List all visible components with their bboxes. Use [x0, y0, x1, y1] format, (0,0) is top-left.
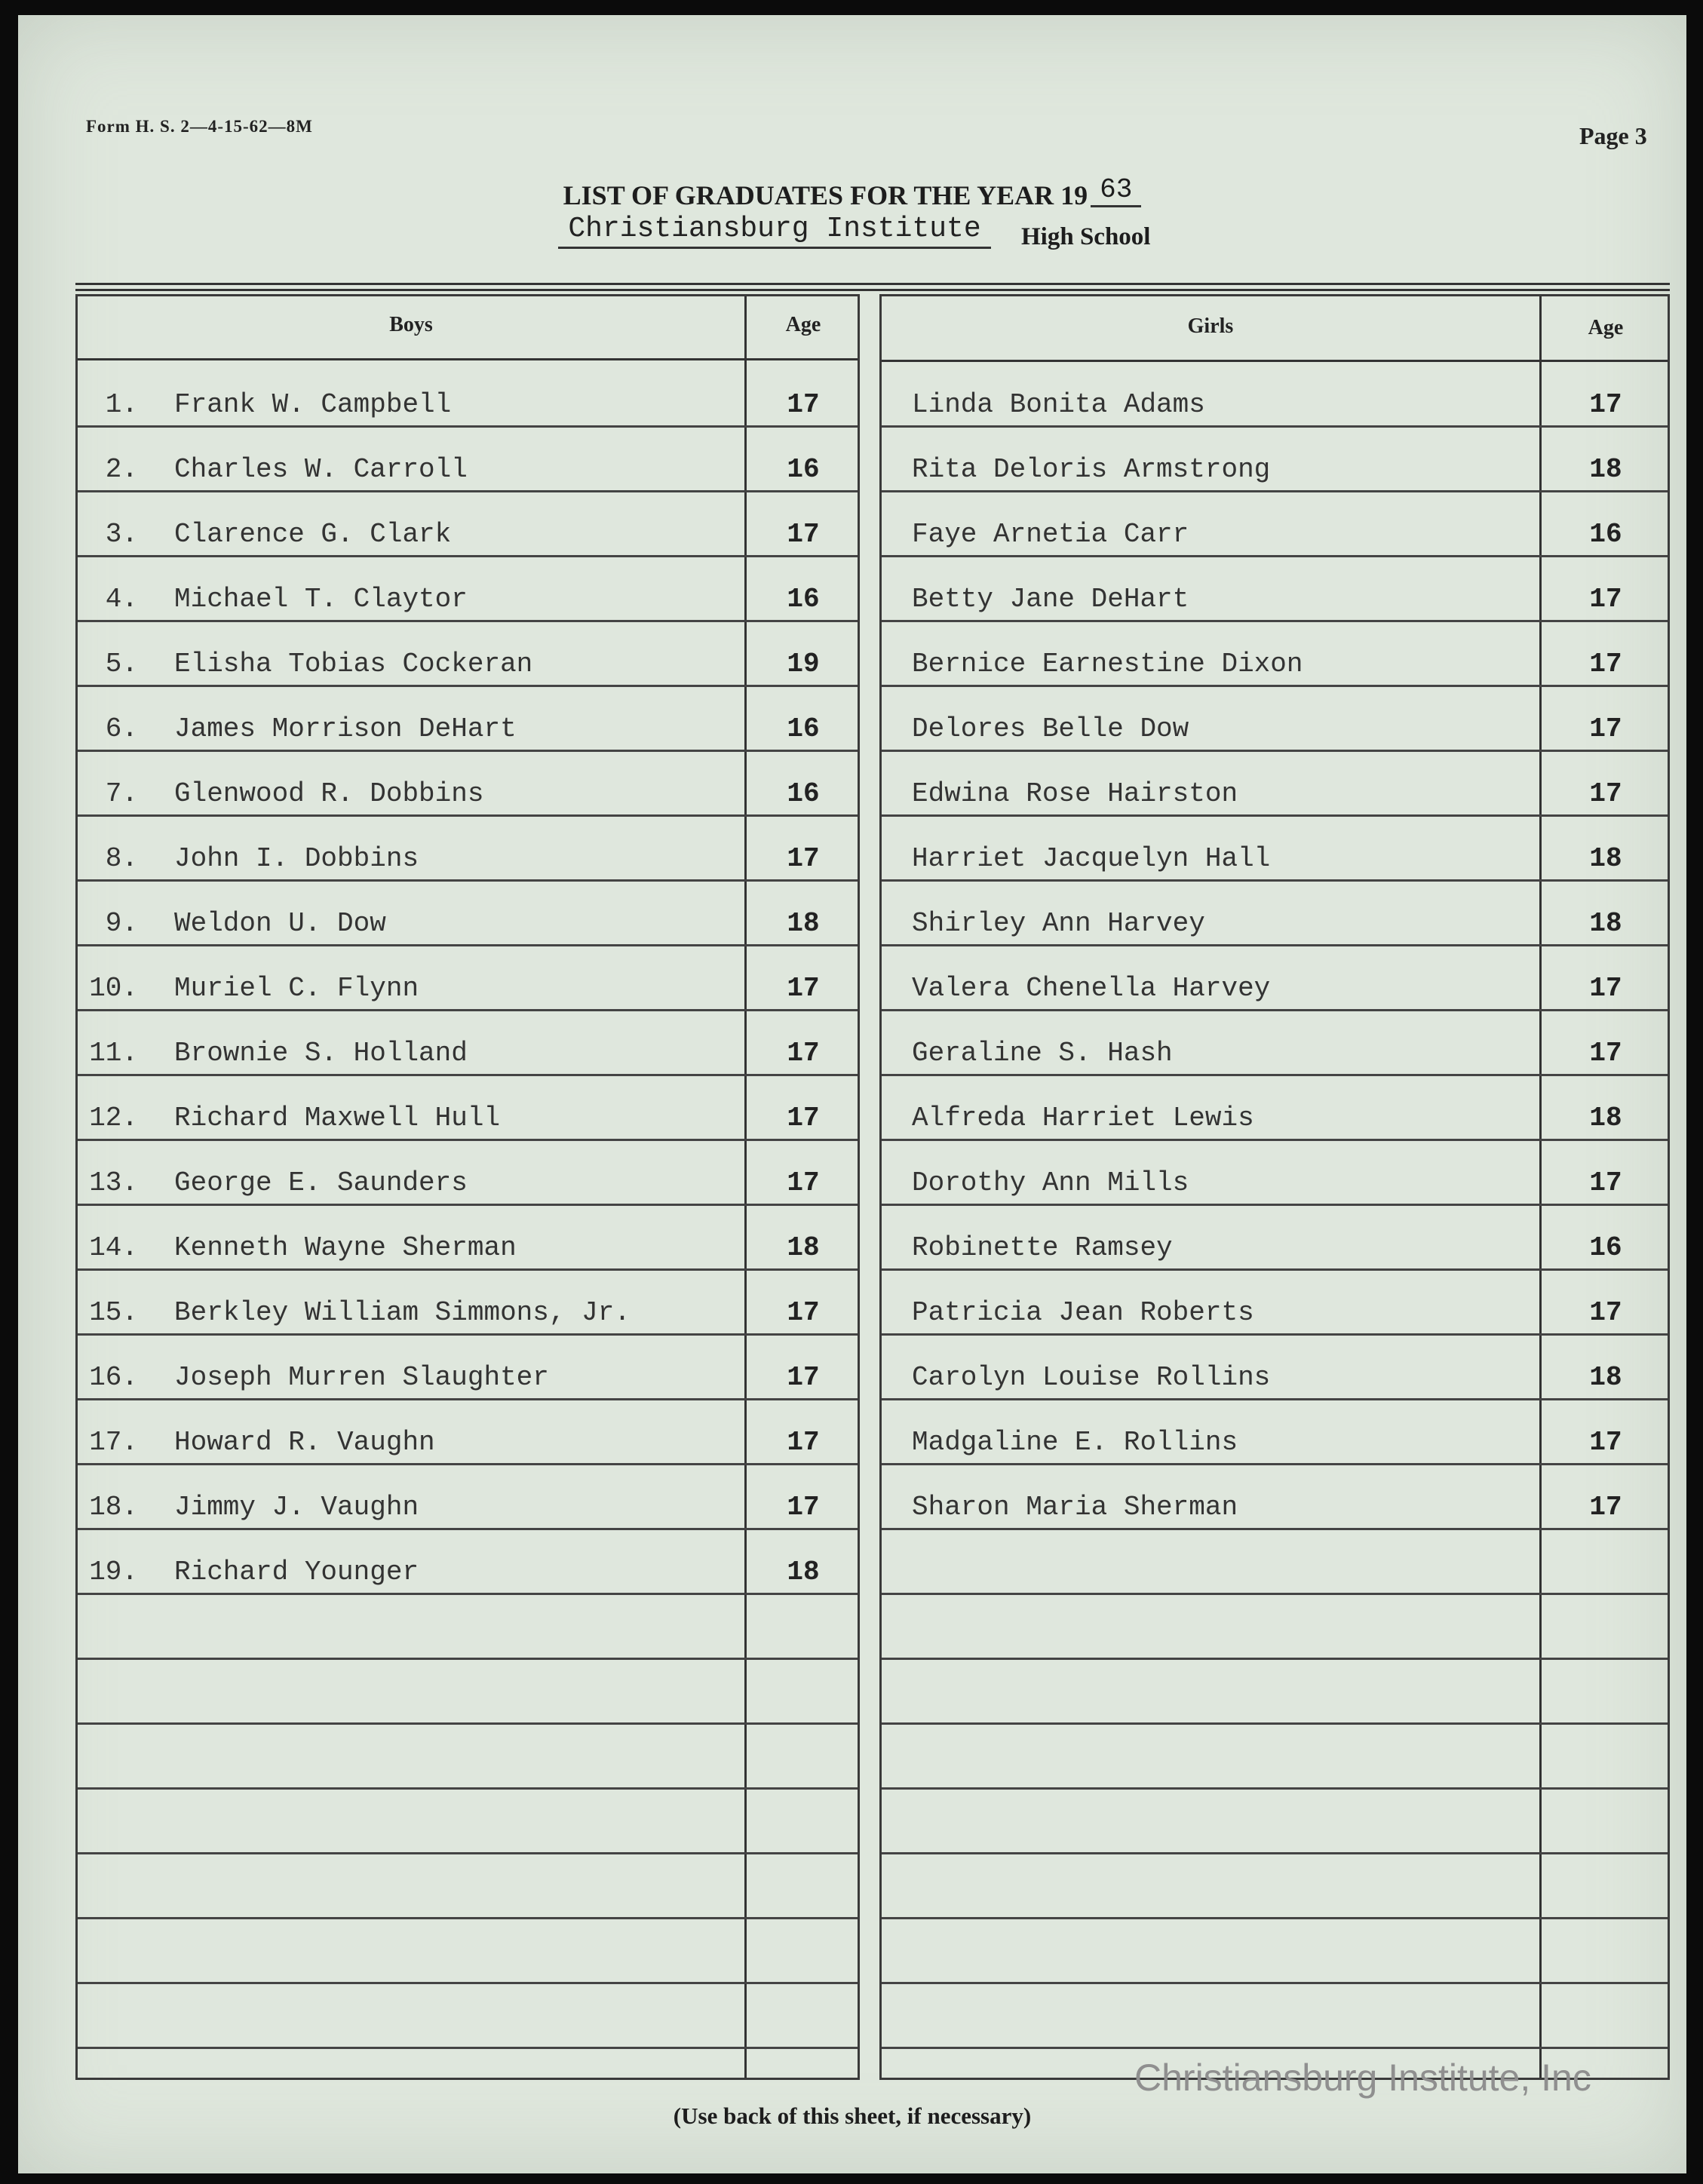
table-row: [882, 1660, 1668, 1725]
year-suffix: 63: [1091, 174, 1141, 207]
table-row: [882, 752, 1668, 817]
table-row: [882, 1919, 1668, 1984]
table-row: [78, 1854, 858, 1919]
graduate-age: 17: [1589, 1167, 1622, 1198]
table-row: [882, 622, 1668, 687]
table-row: [78, 1011, 858, 1076]
table-row: [78, 428, 858, 492]
girls-table: [879, 294, 1670, 2080]
graduate-name: Geraline S. Hash: [912, 1038, 1173, 1069]
graduate-name: Kenneth Wayne Sherman: [174, 1232, 517, 1263]
document-title: [18, 174, 1686, 215]
table-row: [78, 1271, 858, 1336]
graduate-name: John I. Dobbins: [174, 843, 419, 874]
table-row: [78, 946, 858, 1011]
table-row: [882, 1141, 1668, 1206]
graduate-name: Richard Younger: [174, 1557, 419, 1587]
graduate-name: Rita Deloris Armstrong: [912, 454, 1271, 485]
boys-age-header: Age: [785, 313, 821, 336]
graduate-age: 17: [787, 1427, 820, 1458]
graduate-age: 17: [787, 1362, 820, 1393]
table-row: [882, 1725, 1668, 1790]
table-row: [882, 557, 1668, 622]
entry-number: 18.: [89, 1492, 138, 1523]
form-code: Form H. S. 2—4-15-62—8M: [86, 117, 313, 136]
graduate-age: 17: [787, 389, 820, 420]
school-name: Christiansburg Institute: [558, 213, 991, 249]
graduate-age: 17: [1589, 1492, 1622, 1523]
graduate-age: 17: [787, 519, 820, 550]
graduate-age: 17: [1589, 1297, 1622, 1328]
graduate-name: Linda Bonita Adams: [912, 389, 1205, 420]
entry-number: 4.: [105, 584, 138, 615]
girls-header-rule: [882, 360, 1668, 362]
graduate-age: 17: [1589, 584, 1622, 615]
graduate-age: 18: [1589, 1362, 1622, 1393]
graduate-age: 17: [787, 1492, 820, 1523]
graduate-age: 17: [787, 1297, 820, 1328]
boys-header: Boys: [389, 313, 433, 336]
graduate-name: James Morrison DeHart: [174, 713, 517, 744]
table-row: [882, 1984, 1668, 2049]
graduate-age: 18: [1589, 908, 1622, 939]
table-row: [882, 1790, 1668, 1854]
entry-number: 17.: [89, 1427, 138, 1458]
entry-number: 2.: [105, 454, 138, 485]
entry-number: 10.: [89, 973, 138, 1004]
document-page: [18, 15, 1686, 2173]
table-row: [78, 1530, 858, 1595]
graduate-age: 16: [1589, 1232, 1622, 1263]
graduate-age: 17: [1589, 389, 1622, 420]
graduate-name: Berkley William Simmons, Jr.: [174, 1297, 631, 1328]
entry-number: 16.: [89, 1362, 138, 1393]
table-row: [78, 687, 858, 752]
table-row: [882, 1271, 1668, 1336]
entry-number: 7.: [105, 778, 138, 809]
graduate-name: Dorothy Ann Mills: [912, 1167, 1189, 1198]
graduate-name: Frank W. Campbell: [174, 389, 452, 420]
graduate-age: 18: [1589, 454, 1622, 485]
girls-header: Girls: [1187, 314, 1234, 338]
graduate-name: Harriet Jacquelyn Hall: [912, 843, 1271, 874]
graduate-age: 17: [1589, 649, 1622, 679]
page-number: Page 3: [1579, 122, 1647, 149]
top-rule: [75, 283, 1670, 285]
graduate-age: 18: [1589, 843, 1622, 874]
graduate-age: 17: [1589, 973, 1622, 1004]
graduate-name: Howard R. Vaughn: [174, 1427, 435, 1458]
footer-note: (Use back of this sheet, if necessary): [673, 2103, 1032, 2129]
table-row: [78, 817, 858, 882]
graduate-name: Charles W. Carroll: [174, 454, 468, 485]
graduate-age: 17: [787, 1038, 820, 1069]
table-row: [78, 1660, 858, 1725]
table-row: [78, 1465, 858, 1530]
table-row: [78, 1919, 858, 1984]
graduate-name: Muriel C. Flynn: [174, 973, 419, 1004]
entry-number: 12.: [89, 1103, 138, 1133]
table-row: [882, 1400, 1668, 1465]
table-row: [78, 1076, 858, 1141]
table-row: [882, 687, 1668, 752]
row-underline: [78, 2047, 858, 2049]
graduate-name: Shirley Ann Harvey: [912, 908, 1205, 939]
table-row: [78, 622, 858, 687]
table-row: [78, 1790, 858, 1854]
table-row: [78, 1336, 858, 1400]
graduate-name: Jimmy J. Vaughn: [174, 1492, 419, 1523]
table-row: [882, 882, 1668, 946]
entry-number: 5.: [105, 649, 138, 679]
graduate-age: 16: [787, 454, 820, 485]
entry-number: 9.: [105, 908, 138, 939]
graduate-age: 18: [787, 1232, 820, 1263]
graduate-age: 17: [787, 843, 820, 874]
graduate-name: Sharon Maria Sherman: [912, 1492, 1238, 1523]
entry-number: 6.: [105, 713, 138, 744]
table-row: [78, 1141, 858, 1206]
graduate-age: 17: [1589, 1427, 1622, 1458]
graduate-name: Madgaline E. Rollins: [912, 1427, 1238, 1458]
graduate-name: Bernice Earnestine Dixon: [912, 649, 1303, 679]
table-row: [78, 1595, 858, 1660]
graduate-name: Patricia Jean Roberts: [912, 1297, 1254, 1328]
table-row: [882, 1530, 1668, 1595]
girls-age-header: Age: [1588, 316, 1624, 339]
table-row: [78, 1984, 858, 2049]
top-rule-2: [75, 289, 1670, 291]
graduate-age: 17: [787, 1103, 820, 1133]
graduate-age: 16: [787, 713, 820, 744]
entry-number: 15.: [89, 1297, 138, 1328]
graduate-age: 17: [787, 1167, 820, 1198]
entry-number: 19.: [89, 1557, 138, 1587]
graduate-name: Alfreda Harriet Lewis: [912, 1103, 1254, 1133]
graduate-age: 16: [787, 778, 820, 809]
graduate-name: Betty Jane DeHart: [912, 584, 1189, 615]
entry-number: 8.: [105, 843, 138, 874]
graduate-name: Robinette Ramsey: [912, 1232, 1173, 1263]
graduate-age: 18: [787, 908, 820, 939]
graduate-age: 16: [1589, 519, 1622, 550]
graduate-age: 18: [787, 1557, 820, 1587]
graduate-name: Faye Arnetia Carr: [912, 519, 1189, 550]
graduate-age: 16: [787, 584, 820, 615]
graduate-age: 17: [787, 973, 820, 1004]
title-prefix: LIST OF GRADUATES FOR THE YEAR 19: [563, 180, 1088, 210]
table-row: [882, 1854, 1668, 1919]
graduate-name: Weldon U. Dow: [174, 908, 386, 939]
table-row: [78, 492, 858, 557]
graduate-name: Valera Chenella Harvey: [912, 973, 1271, 1004]
entry-number: 1.: [105, 389, 138, 420]
graduate-name: Brownie S. Holland: [174, 1038, 468, 1069]
table-row: [882, 1076, 1668, 1141]
table-row: [78, 882, 858, 946]
graduate-name: Delores Belle Dow: [912, 713, 1189, 744]
graduate-name: Clarence G. Clark: [174, 519, 452, 550]
table-row: [882, 817, 1668, 882]
table-row: [78, 557, 858, 622]
entry-number: 13.: [89, 1167, 138, 1198]
boys-header-rule: [78, 358, 858, 360]
table-row: [78, 363, 858, 428]
table-row: [78, 1725, 858, 1790]
table-row: [882, 1595, 1668, 1660]
graduate-name: Richard Maxwell Hull: [174, 1103, 501, 1133]
boys-table: [75, 294, 860, 2080]
graduate-name: Joseph Murren Slaughter: [174, 1362, 549, 1393]
entry-number: 14.: [89, 1232, 138, 1263]
table-row: [882, 946, 1668, 1011]
graduate-name: Carolyn Louise Rollins: [912, 1362, 1271, 1393]
table-row: [882, 492, 1668, 557]
entry-number: 3.: [105, 519, 138, 550]
table-row: [78, 752, 858, 817]
graduate-age: 17: [1589, 713, 1622, 744]
table-row: [882, 1206, 1668, 1271]
table-row: [882, 1011, 1668, 1076]
graduate-name: George E. Saunders: [174, 1167, 468, 1198]
graduate-age: 17: [1589, 778, 1622, 809]
graduate-name: Michael T. Claytor: [174, 584, 468, 615]
graduate-age: 17: [1589, 1038, 1622, 1069]
graduate-age: 18: [1589, 1103, 1622, 1133]
table-row: [78, 1400, 858, 1465]
graduate-name: Elisha Tobias Cockeran: [174, 649, 533, 679]
school-suffix: High School: [1021, 223, 1151, 250]
graduate-age: 19: [787, 649, 820, 679]
table-row: [78, 1206, 858, 1271]
table-row: [882, 1336, 1668, 1400]
table-row: [882, 363, 1668, 428]
watermark: Christiansburg Institute, Inc: [1134, 2057, 1591, 2099]
table-row: [882, 1465, 1668, 1530]
row-underline: [882, 2047, 1668, 2049]
graduate-name: Glenwood R. Dobbins: [174, 778, 484, 809]
graduate-name: Edwina Rose Hairston: [912, 778, 1238, 809]
table-row: [882, 428, 1668, 492]
entry-number: 11.: [89, 1038, 138, 1069]
